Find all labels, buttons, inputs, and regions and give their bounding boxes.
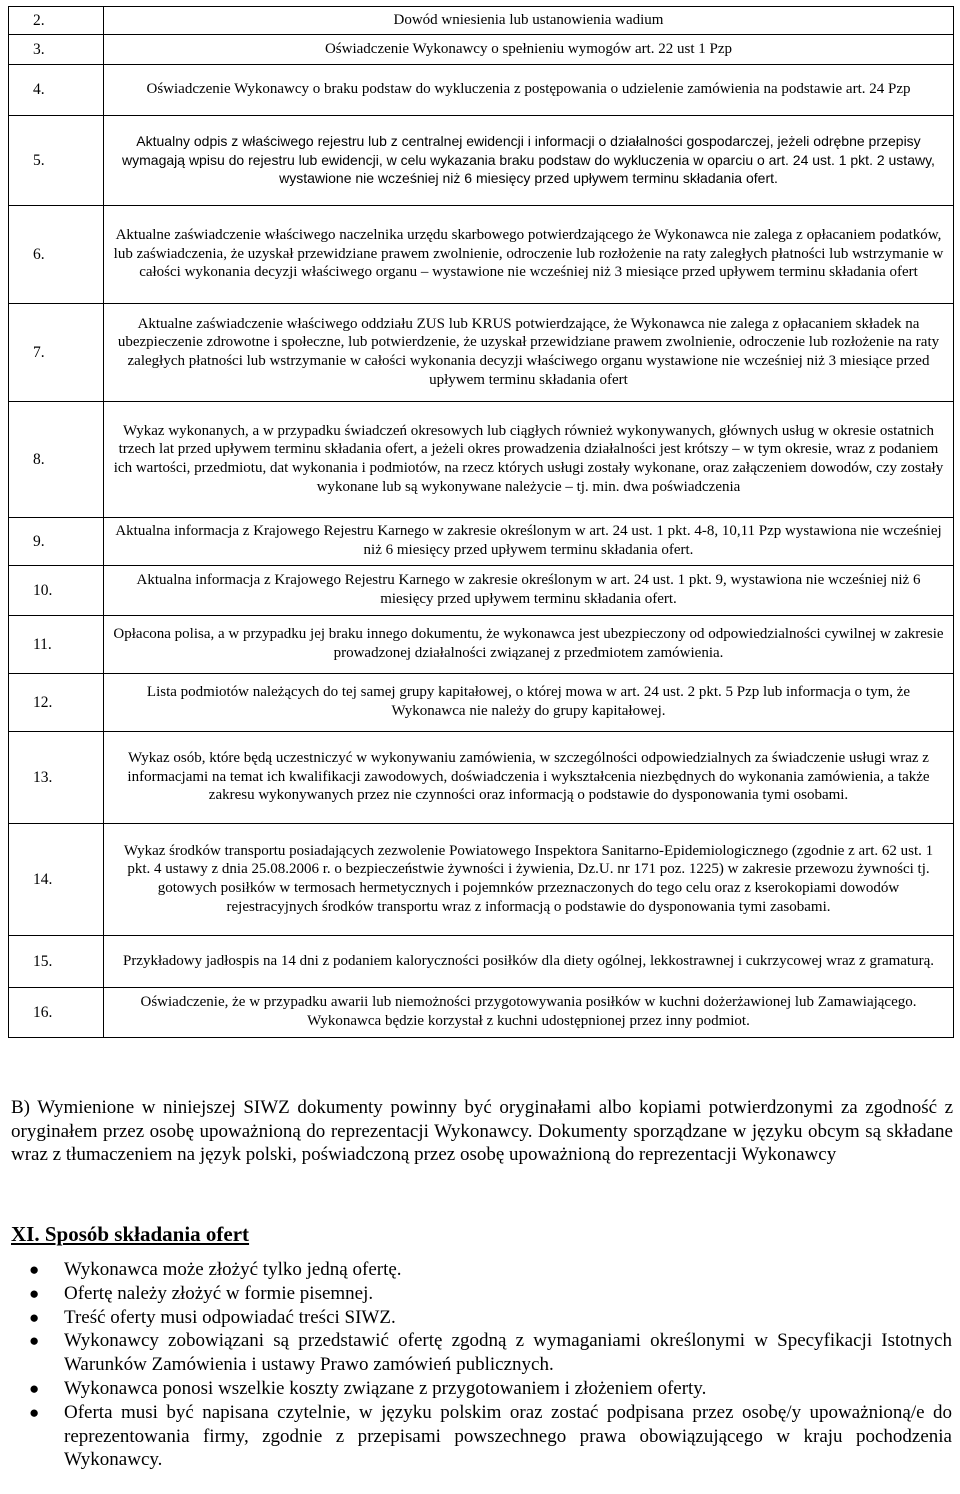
table-row	[9, 65, 954, 116]
row-number: 10.	[9, 566, 104, 616]
row-number: 15.	[9, 936, 104, 988]
table-row	[9, 116, 954, 206]
row-number: 14.	[9, 824, 104, 936]
bullet-icon: ●	[29, 1331, 40, 1351]
row-number: 4.	[9, 65, 104, 116]
table-row	[9, 566, 954, 616]
row-text: Oświadczenie Wykonawcy o spełnieniu wymogów art. 22 ust 1 Pzp	[104, 35, 954, 65]
row-text: Lista podmiotów należących do tej samej grupy kapitałowej, o której mowa w art. 24 ust. 2 pkt. 5 Pzp lub informacja o tym, że Wykonawca nie należy do grupy kapitałowej.	[104, 674, 954, 732]
table-row	[9, 988, 954, 1038]
list-item-text: Oferta musi być napisana czytelnie, w języku polskim oraz zostać podpisana przez osobę/y upoważnioną/e do reprezentowania firmy, zgodnie z przepisami powszechnego prawa obowiązującego w kraju pochodzenia Wykonawcy.	[64, 1401, 952, 1471]
list-item	[0, 1258, 952, 1282]
table-row	[9, 304, 954, 402]
row-text: Aktualna informacja z Krajowego Rejestru Karnego w zakresie określonym w art. 24 ust. 1 pkt. 9, wystawiona nie wcześniej niż 6 miesięcy przed upływem terminu składania ofert.	[104, 566, 954, 616]
row-text: Aktualny odpis z właściwego rejestru lub z centralnej ewidencji i informacji o działalności gospodarczej, jeżeli odrębne przepisy wymagają wpisu do rejestru lub ewidencji, w celu wykazania braku podstaw do wykluczenia w oparciu o art. 24 ust. 1 pkt. 2 ustawy, wystawione nie wcześniej niż 6 miesięcy przed upływem terminu składania ofert.	[104, 116, 954, 206]
list-item	[0, 1401, 952, 1472]
section-heading: XI. Sposób składania ofert	[11, 1222, 250, 1246]
row-text: Wykaz osób, które będą uczestniczyć w wykonywaniu zamówienia, w szczególności odpowiedzialnych za świadczenie usługi wraz z informacjami na temat ich kwalifikacji zawodowych, doświadczenia i wykształcenia niezbędnych do wykonania zamówienia, a także zakresu wykonywanych przez nie czynności oraz informacją o podstawie do dysponowania tymi osobami.	[104, 732, 954, 824]
row-text: Dowód wniesienia lub ustanowienia wadium	[104, 7, 954, 35]
row-text: Aktualne zaświadczenie właściwego naczelnika urzędu skarbowego potwierdzającego że Wykonawca nie zalega z opłacaniem podatków, lub zaświadczenia, że uzyskał przewidziane prawem zwolnienie, odroczenie lub rozłożenie na raty zaległych płatności lub wstrzymanie w całości wykonania decyzji właściwego organu – wystawione nie wcześniej niż 3 miesiące przed upływem terminu składania ofert	[104, 206, 954, 304]
list-item-text: Ofertę należy złożyć w formie pisemnej.	[64, 1282, 374, 1304]
list-item-text: Wykonawca ponosi wszelkie koszty związane z przygotowaniem i złożeniem oferty.	[64, 1377, 707, 1399]
list-item	[0, 1282, 952, 1306]
requirements-table	[8, 6, 954, 1038]
table-row	[9, 616, 954, 674]
table-row	[9, 35, 954, 65]
row-text: Oświadczenie Wykonawcy o braku podstaw do wykluczenia z postępowania o udzielenie zamówienia na podstawie art. 24 Pzp	[104, 65, 954, 116]
row-number: 9.	[9, 518, 104, 566]
table-row	[9, 732, 954, 824]
row-number: 6.	[9, 206, 104, 304]
table-row	[9, 936, 954, 988]
list-item	[0, 1377, 952, 1401]
row-text: Wykaz środków transportu posiadających zezwolenie Powiatowego Inspektora Sanitarno-Epidemiologicznego (zgodnie z art. 62 ust. 1 pkt. 4 ustawy z dnia 25.08.2006 r. o bezpieczeństwie żywności i żywienia, Dz.U. nr 171 poz. 1225) w zakresie przewozu żywności tj. gotowych posiłków w termosach hermetycznych i pojemnków przeznaczonych do tego celu oraz z kserokopiami dowodów rejestracyjnych środków transportu wraz z informacją o podstawie do dysponowania tymi zasobami.	[104, 824, 954, 936]
list-item	[0, 1306, 952, 1330]
row-number: 12.	[9, 674, 104, 732]
table-row	[9, 824, 954, 936]
row-text: Wykaz wykonanych, a w przypadku świadczeń okresowych lub ciągłych również wykonywanych, głównych usług w okresie ostatnich trzech lat przed upływem terminu składania ofert, a jeżeli okres prowadzenia działalności jest krótszy – w tym okresie, wraz z podaniem ich wartości, przedmiotu, dat wykonania i podmiotów, na rzecz których usługi zostały wykonane, oraz załączeniem dowodów, czy zostały wykonane lub są wykonywane należycie – tj. min. dwa poświadczenia	[104, 402, 954, 518]
paragraph-b: B) Wymienione w niniejszej SIWZ dokumenty powinny być oryginałami albo kopiami potwierdzonymi za zgodność z oryginałem przez osobę upoważnioną do reprezentacji Wykonawcy. Dokumenty sporządzane w języku obcym są składane wraz z tłumaczeniem na język polski, poświadczoną przez osobę upoważnioną do reprezentacji Wykonawcy	[11, 1097, 953, 1166]
bullet-icon: ●	[29, 1260, 40, 1279]
row-number: 5.	[9, 116, 104, 206]
table-row	[9, 518, 954, 566]
row-number: 8.	[9, 402, 104, 518]
bullet-icon: ●	[29, 1402, 40, 1422]
offer-rules-list	[0, 1258, 952, 1472]
bullet-icon: ●	[29, 1283, 40, 1303]
row-text: Aktualna informacja z Krajowego Rejestru Karnego w zakresie określonym w art. 24 ust. 1 pkt. 4-8, 10,11 Pzp wystawiona nie wcześniej niż 6 miesięcy przed upływem terminu składania ofert.	[104, 518, 954, 566]
list-item	[0, 1329, 952, 1377]
row-text: Aktualne zaświadczenie właściwego oddziału ZUS lub KRUS potwierdzające, że Wykonawca nie zalega z opłacaniem składek na ubezpieczenie zdrowotne i społeczne, lub potwierdzenie, że uzyskał przewidziane prawem zwolnienie, odroczenie lub rozłożenie na raty zaległych płatności lub wstrzymanie w całości wykonania decyzji właściwego organu wystawione nie wcześniej niż 3 miesiące przed upływem terminu składania ofert	[104, 304, 954, 402]
table-row	[9, 7, 954, 35]
row-text: Opłacona polisa, a w przypadku jej braku innego dokumentu, że wykonawca jest ubezpieczony od odpowiedzialności cywilnej w zakresie prowadzonej działalności związanej z przedmiotem zamówienia.	[104, 616, 954, 674]
bullet-icon: ●	[29, 1378, 40, 1398]
row-number: 3.	[9, 35, 104, 65]
row-number: 13.	[9, 732, 104, 824]
list-item-text: Wykonawcy zobowiązani są przedstawić ofertę zgodną z wymaganiami określonymi w Specyfikacji Istotnych Warunków Zamówienia i ustawy Prawo zamówień publicznych.	[64, 1330, 952, 1376]
bullet-icon: ●	[29, 1307, 40, 1327]
list-item-text: Treść oferty musi odpowiadać treści SIWZ.	[64, 1306, 396, 1328]
row-text: Przykładowy jadłospis na 14 dni z podaniem kaloryczności posiłków dla diety ogólnej, lekkostrawnej i cukrzycowej wraz z gramaturą.	[104, 936, 954, 988]
table-row	[9, 206, 954, 304]
row-number: 7.	[9, 304, 104, 402]
row-number: 11.	[9, 616, 104, 674]
table-row	[9, 402, 954, 518]
row-text: Oświadczenie, że w przypadku awarii lub niemożności przygotowywania posiłków w kuchni dożerżawionej lub Zamawiającego. Wykonawca będzie korzystał z kuchni udostępnionej przez inny podmiot.	[104, 988, 954, 1038]
row-number: 2.	[9, 7, 104, 35]
row-number: 16.	[9, 988, 104, 1038]
list-item-text: Wykonawca może złożyć tylko jedną ofertę.	[64, 1259, 402, 1280]
table-row	[9, 674, 954, 732]
